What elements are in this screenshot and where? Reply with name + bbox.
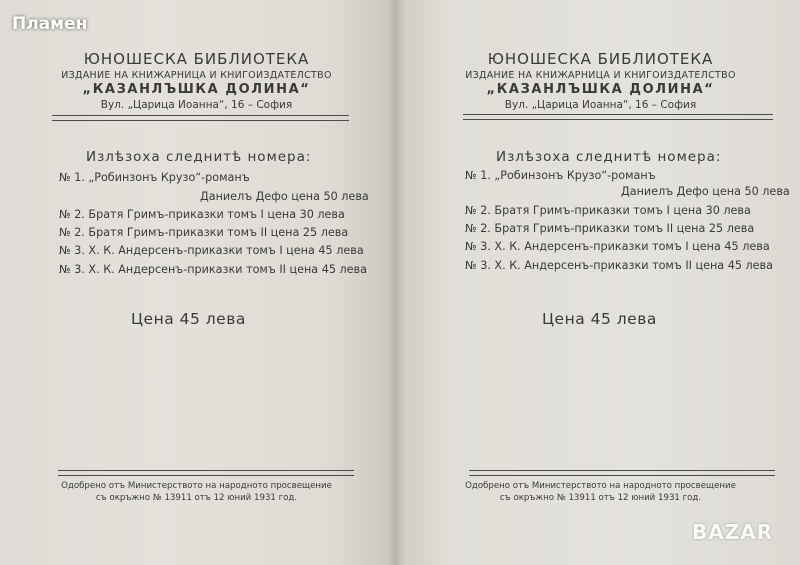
publisher-line: ИЗДАНИЕ НА КНИЖАРНИЦА И КНИГОИЗДАТЕЛСТВО xyxy=(465,70,736,81)
publisher-line: ИЗДАНИЕ НА КНИЖАРНИЦА И КНИГОИЗДАТЕЛСТВО xyxy=(61,70,332,81)
left-cover xyxy=(0,0,393,565)
book-row: Даниелъ Дефо цена 50 лева xyxy=(200,190,369,203)
price-label: Цена 45 лева xyxy=(542,310,657,328)
footer-approval: Одобрено отъ Министерството на народното просвещение xyxy=(465,481,736,491)
price-label: Цена 45 лева xyxy=(131,310,246,328)
book-row: № 1. „Робинзонъ Крузо“-романъ xyxy=(59,171,250,184)
list-title: Излѣзоха следнитѣ номера: xyxy=(496,149,722,165)
footer-circular: съ окръжнo № 13911 отъ 12 юний 1931 год. xyxy=(499,493,702,503)
book-row: № 2. Братя Гримъ-приказки томъ I цена 30 лева xyxy=(465,204,751,217)
book-spine xyxy=(386,0,408,565)
book-row: № 1. „Робинзонъ Крузо“-романъ xyxy=(465,169,656,182)
header xyxy=(401,50,800,111)
bazar-logo: BAZAR xyxy=(692,520,774,544)
footer xyxy=(401,480,800,504)
publisher-address: Вул. „Царица Иоанна“, 16 – София xyxy=(100,99,293,111)
header-rule xyxy=(52,115,349,121)
footer-rule xyxy=(58,470,354,476)
book-row: № 3. Х. К. Андерсенъ-приказки томъ II цена 45 лева xyxy=(59,263,367,276)
right-cover xyxy=(401,0,800,565)
footer-rule xyxy=(469,470,775,476)
series-title: ЮНОШЕСКА БИБЛИОТЕКА xyxy=(83,50,310,68)
footer-circular: съ окръжнo № 13911 отъ 12 юний 1931 год. xyxy=(95,493,298,503)
book-row: № 3. Х. К. Андерсенъ-приказки томъ I цена 45 лева xyxy=(465,240,770,253)
publisher-address: Вул. „Царица Иоанна“, 16 – София xyxy=(504,99,697,111)
list-title: Излѣзоха следнитѣ номера: xyxy=(86,149,312,165)
book-row: № 2. Братя Гримъ-приказки томъ II цена 25 лева xyxy=(59,226,349,239)
uploader-watermark: Пламен xyxy=(12,14,88,34)
header xyxy=(0,50,393,111)
series-title: ЮНОШЕСКА БИБЛИОТЕКА xyxy=(487,50,714,68)
book-row: № 2. Братя Гримъ-приказки томъ I цена 30 лева xyxy=(59,208,345,221)
publisher-name: „КАЗАНЛЪШКА ДОЛИНА“ xyxy=(486,82,715,97)
footer-approval: Одобрено отъ Министерството на народното просвещение xyxy=(61,481,332,491)
book-row: Даниелъ Дефо цена 50 лева xyxy=(621,185,790,198)
book-row: № 2. Братя Гримъ-приказки томъ II цена 25 лева xyxy=(465,222,755,235)
book-row: № 3. Х. К. Андерсенъ-приказки томъ I цена 45 лева xyxy=(59,244,364,257)
book-row: № 3. Х. К. Андерсенъ-приказки томъ II цена 45 лева xyxy=(465,259,773,272)
publisher-name: „КАЗАНЛЪШКА ДОЛИНА“ xyxy=(82,82,311,97)
header-rule xyxy=(463,114,773,120)
footer xyxy=(0,480,393,504)
